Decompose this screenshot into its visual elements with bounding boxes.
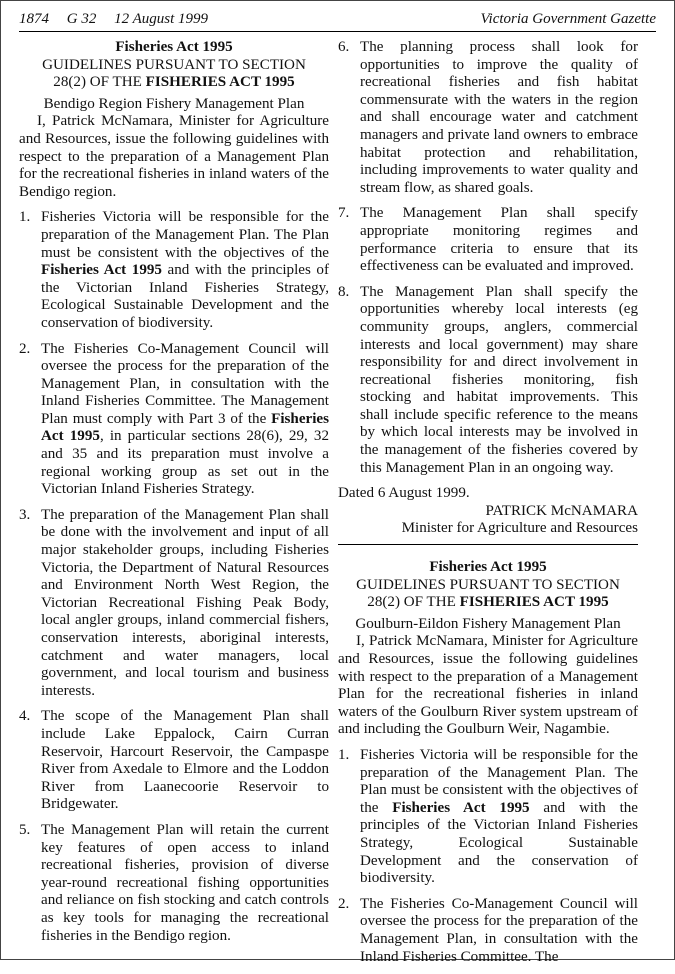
guideline-item — [338, 284, 638, 478]
notice-divider — [338, 544, 638, 545]
guideline-text-post: , in particular sections 28(6), 29, 32 and 35 and its preparation must involve a regional working group as set out in the Victorian Inland Fisheries Strategy. — [41, 428, 329, 498]
notice2-guidelines-act: FISHERIES ACT 1995 — [459, 594, 609, 611]
notice1-signatory-title: Minister for Agriculture and Resources — [401, 520, 638, 537]
guideline-text-pre: The preparation of the Management Plan shall be done with the involvement and input of all major stakeholder groups, including Fisheries Victoria, the Department of Natural Resources and Environment North West Region, the Victorian Recreational Fishing Peak Body, local angler groups, inland commercial fishers, conservation interests, aboriginal interests, catchment and water managers, local government, and local tourism and business interests. — [41, 506, 329, 699]
notice1-plan-title: Bendigo Region Fishery Management Plan — [43, 95, 305, 112]
guideline-number: 1. — [338, 746, 350, 763]
guideline-text-pre: The Management Plan will retain the current key features of open access to inland recreational fisheries, provision of diverse year-round recreational fishing opportunities and reliance on fish stocking and catch controls as key tools for managing the recreational fisheries in the Bendigo region. — [41, 821, 329, 944]
guideline-text-bold: Fisheries Act 1995 — [41, 410, 329, 445]
guideline-text-pre: The scope of the Management Plan shall include Lake Eppalock, Cairn Curran Reservoir, Harcourt Reservoir, the Campaspe River from Axedale to Elmore and the Loddon River from Laanecoorie Reservoir to Bridgewater. — [41, 708, 329, 813]
notice2-guidelines-prefix: 28(2) OF THE — [367, 594, 460, 611]
guideline-number: 3. — [19, 506, 31, 523]
notice2-intro: I, Patrick McNamara, Minister for Agriculture and Resources, issue the following guidelines with respect to the preparation of a Management Plan for the recreational fisheries in inland waters of the Goulburn River system upstream of and including the Goulburn Weir, Nagambie. — [338, 633, 638, 738]
publication-name: Victoria Government Gazette — [480, 11, 656, 27]
notice2-act-title: Fisheries Act 1995 — [429, 559, 547, 576]
guideline-number: 7. — [338, 205, 350, 222]
notice1-act-title: Fisheries Act 1995 — [115, 39, 233, 55]
guideline-text-post: and with the principles of the Victorian Inland Fisheries Strategy, Ecological Sustainable Development and the conservation of biodiversity. — [41, 262, 330, 331]
notice2-plan-title: Goulburn-Eildon Fishery Management Plan — [355, 615, 621, 632]
guideline-item — [338, 205, 638, 275]
right-column — [338, 39, 638, 974]
guideline-text-pre: The Fisheries Co-Management Council will oversee the process for the preparation of the Management Plan, in consultation with the Inland Fisheries Committee. The — [360, 895, 638, 965]
guideline-item — [19, 341, 329, 499]
notice2-item-list — [338, 747, 638, 966]
notice1-guidelines-line2 — [19, 74, 329, 92]
guideline-text-pre: Fisheries Victoria will be responsible for the preparation of the Management Plan. The Plan must be consistent with the objectives of the — [360, 746, 638, 816]
guideline-item — [338, 896, 638, 966]
guideline-number: 8. — [338, 283, 350, 300]
guideline-item — [19, 507, 329, 701]
notice1-item-list — [19, 209, 329, 945]
guideline-text-bold: Fisheries Act 1995 — [392, 799, 530, 816]
notice1-item-list-continued — [338, 39, 638, 477]
guideline-number: 2. — [338, 895, 350, 912]
guideline-text-post: and with the principles of the Victorian Inland Fisheries Strategy, Ecological Sustainable Development and the conservation of biodiversity. — [360, 799, 639, 887]
guideline-number: 5. — [19, 821, 31, 838]
gazette-number: G 32 — [66, 11, 97, 27]
guideline-item — [338, 39, 638, 197]
notice1-guidelines-line1: GUIDELINES PURSUANT TO SECTION — [42, 56, 306, 73]
notice2-guidelines-line2 — [338, 594, 638, 612]
guideline-item — [19, 822, 329, 945]
guideline-text-pre: Fisheries Victoria will be responsible for the preparation of the Management Plan. The Plan must be consistent with the objectives of the — [41, 209, 329, 261]
guideline-number: 2. — [19, 340, 31, 357]
guideline-text-pre: The Management Plan shall specify the opportunities whereby local interests (eg community groups, anglers, commercial interests and local government) may share responsibility for and direct involvement in recreational fisheries monitoring, fish stocking and habitat improvements. This shall include specific reference to the means by which local interests may be involved in the management of the fisheries covered by this Management Plan in an ongoing way. — [360, 283, 638, 476]
page-number: 1874 — [19, 11, 49, 27]
notice1-dated: Dated 6 August 1999. — [338, 485, 470, 502]
guideline-text-pre: The Management Plan shall specify appropriate monitoring regimes and performance criteria to ensure that its effectiveness can be evaluated and improved. — [360, 205, 638, 275]
guideline-text-pre: The planning process shall look for opportunities to improve the quality of recreational fisheries and fish habitat commensurate with the waters in the region and shall encourage water and catchment managers and private land owners to embrace habitat protection and rehabilitation, including improvements to water quality and stream flow, as shared goals. — [360, 39, 638, 196]
notice1-guidelines-act: FISHERIES ACT 1995 — [145, 74, 295, 91]
issue-date: 12 August 1999 — [114, 11, 208, 27]
notice1-guidelines-prefix: 28(2) OF THE — [53, 74, 146, 91]
left-column — [19, 39, 329, 953]
notice1-intro: I, Patrick McNamara, Minister for Agriculture and Resources, issue the following guidelines with respect to the preparation of a Management Plan for the recreational fisheries in inland waters of the Bendigo region. — [19, 113, 329, 200]
guideline-number: 4. — [19, 708, 31, 725]
notice1-signatory: PATRICK McNAMARA — [485, 502, 638, 519]
guideline-number: 1. — [19, 209, 31, 226]
guideline-text-bold: Fisheries Act 1995 — [41, 262, 162, 279]
guideline-number: 6. — [338, 39, 350, 55]
header-left — [19, 9, 222, 31]
guideline-item — [19, 209, 329, 332]
notice2-guidelines-line1: GUIDELINES PURSUANT TO SECTION — [356, 576, 620, 593]
guideline-item — [338, 747, 638, 888]
guideline-text-pre: The Fisheries Co-Management Council will oversee the process for the preparation of the Management Plan, in consultation with the Inland Fisheries Committee. The Management Plan must comply with Part 3 of the — [41, 340, 329, 427]
guideline-item — [19, 708, 329, 814]
page-header — [19, 9, 656, 32]
